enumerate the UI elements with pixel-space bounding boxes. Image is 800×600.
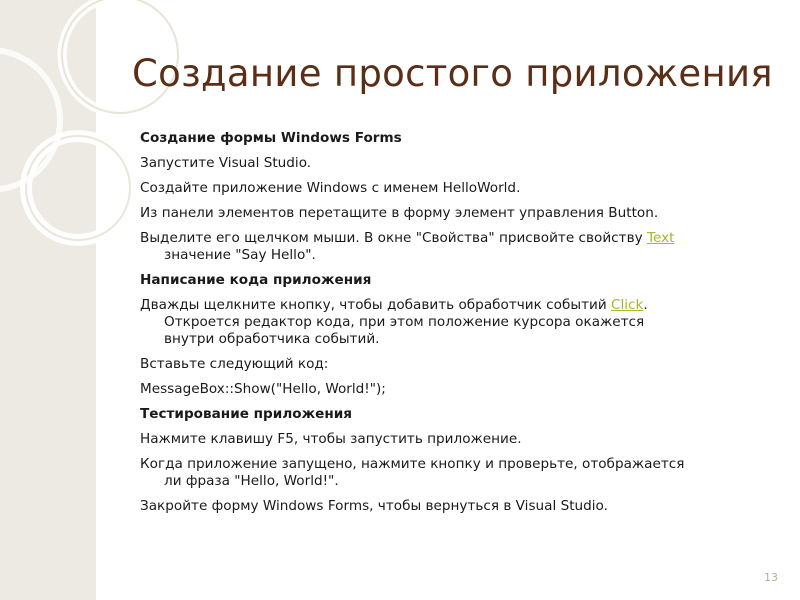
step-add-handler-part-d: внутри обработчика событий. — [164, 331, 380, 347]
step-close-form: Закройте форму Windows Forms, чтобы вернуться в Visual Studio. — [140, 498, 608, 514]
step-launch-vs: Запустите Visual Studio. — [140, 155, 312, 171]
slide-title: Создание простого приложения — [132, 52, 773, 95]
step-create-app: Создайте приложение Windows с именем HelloWorld. — [140, 180, 521, 196]
step-drag-button: Из панели элементов перетащите в форму элемент управления Button. — [140, 205, 659, 221]
section-heading-test-app: Тестирование приложения — [140, 406, 353, 422]
slide-content — [140, 130, 780, 523]
section-heading-write-code: Написание кода приложения — [140, 272, 372, 288]
click-event-link[interactable]: Click — [610, 297, 644, 313]
text-property-link[interactable]: Text — [646, 230, 675, 246]
step-add-handler — [140, 297, 780, 348]
step-check-output — [140, 456, 780, 490]
page-number: 13 — [764, 571, 778, 584]
step-set-text-part-a: Выделите его щелчком мыши. В окне "Свойства" присвойте свойству — [140, 230, 647, 246]
step-set-text-part-b: значение "Say Hello". — [164, 247, 316, 263]
step-insert-code: Вставьте следующий код: — [140, 356, 329, 372]
step-add-handler-dot: . — [643, 297, 648, 313]
step-check-output-part-b: ли фраза "Hello, World!". — [164, 473, 339, 489]
step-add-handler-part-c: Откроется редактор кода, при этом положение курсора окажется — [164, 314, 645, 330]
step-set-text-property — [140, 230, 780, 264]
section-heading-create-form: Создание формы Windows Forms — [140, 130, 402, 146]
step-add-handler-part-a: Дважды щелкните кнопку, чтобы добавить обработчик событий — [140, 297, 611, 313]
code-line: MessageBox::Show("Hello, World!"); — [140, 381, 386, 397]
step-check-output-part-a: Когда приложение запущено, нажмите кнопку и проверьте, отображается — [140, 456, 685, 472]
step-press-f5: Нажмите клавишу F5, чтобы запустить приложение. — [140, 431, 522, 447]
